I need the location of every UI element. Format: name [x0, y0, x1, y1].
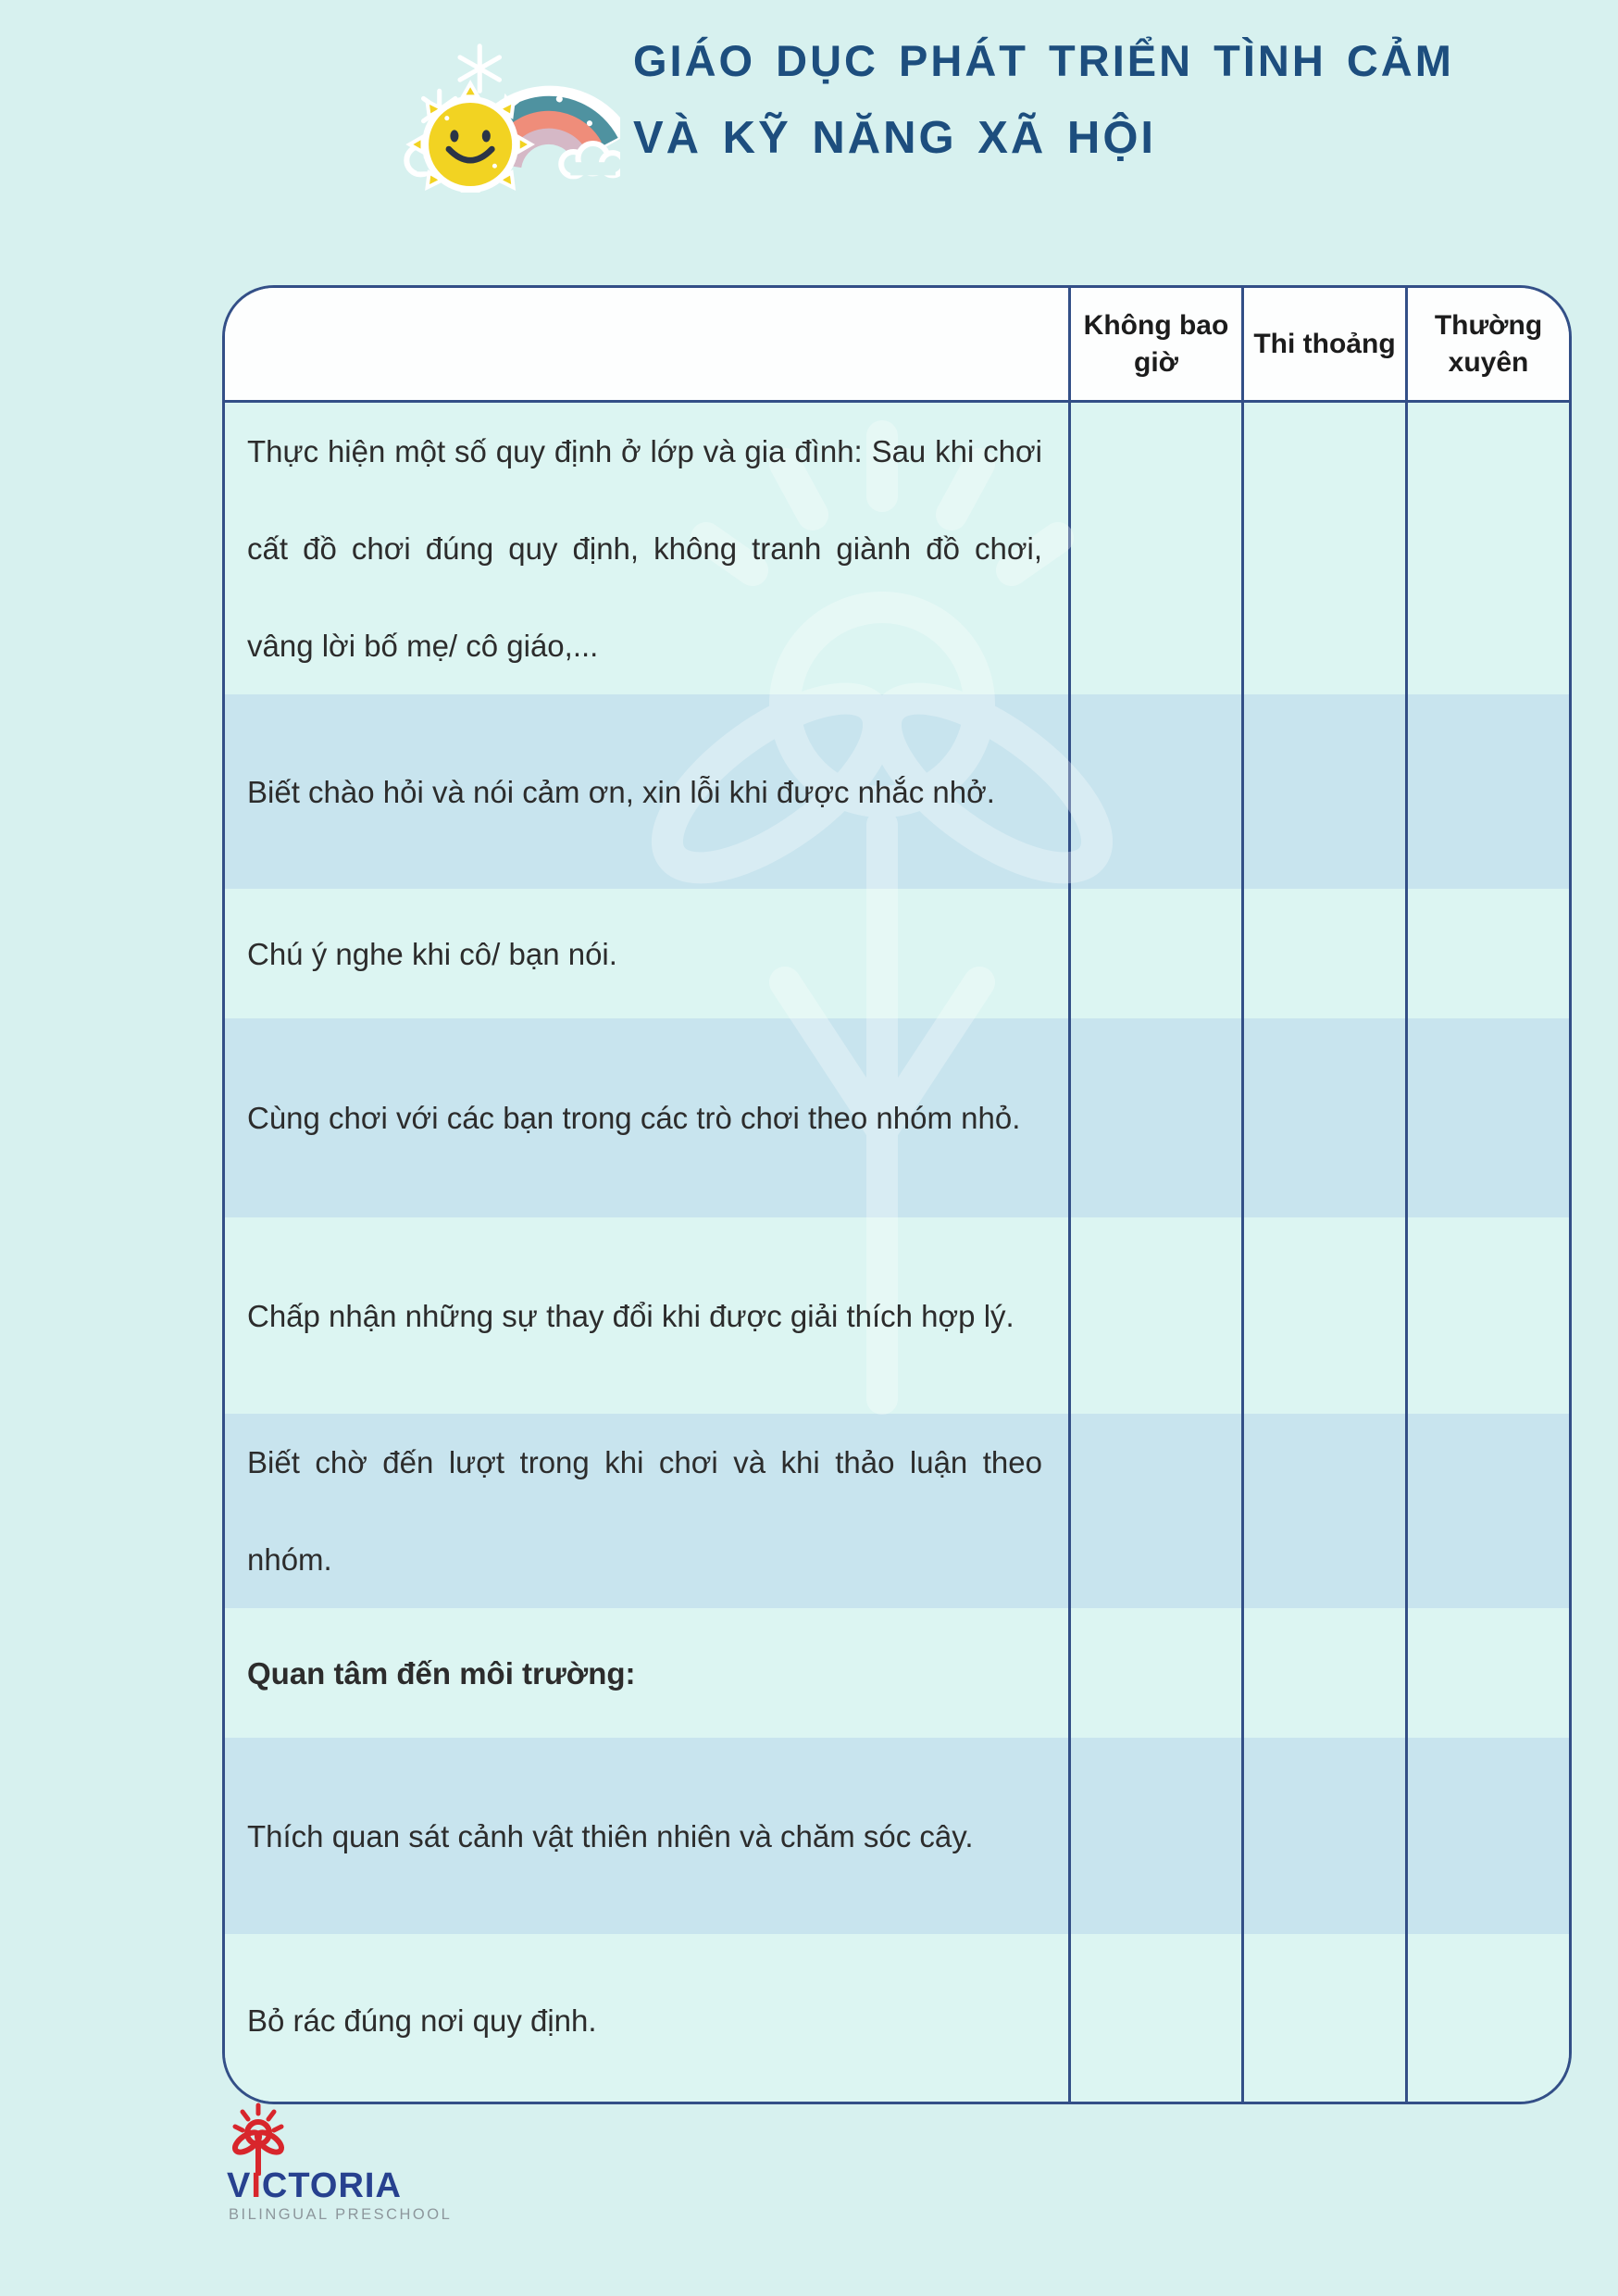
criterion-label: Chấp nhận những sự thay đổi khi được giải thích hợp lý. — [247, 1298, 1014, 1333]
criterion-label: Biết chào hỏi và nói cảm ơn, xin lỗi khi được nhắc nhở. — [247, 774, 995, 809]
page-title-line2: VÀ KỸ NĂNG XÃ HỘI — [633, 113, 1157, 163]
rating-cell[interactable] — [1405, 1018, 1569, 1217]
assessment-table — [222, 285, 1572, 2104]
section-heading: Quan tâm đến môi trường: — [247, 1655, 636, 1691]
rating-cell[interactable] — [1068, 403, 1241, 694]
criterion-label: Thích quan sát cảnh vật thiên nhiên và chăm sóc cây. — [247, 1818, 974, 1853]
brand-tagline: BILINGUAL PRESCHOOL — [229, 2206, 453, 2223]
rating-cell[interactable] — [1405, 1414, 1569, 1608]
rating-cell[interactable] — [1405, 1608, 1569, 1738]
sun-rainbow-icon — [381, 17, 620, 193]
rating-cell[interactable] — [1405, 1217, 1569, 1414]
criterion-label: Bỏ rác đúng nơi quy định. — [247, 2003, 597, 2038]
table-header-row — [225, 288, 1569, 403]
rating-cell[interactable] — [1068, 1608, 1241, 1738]
table-row — [225, 1018, 1569, 1217]
table-row — [225, 1414, 1569, 1608]
rating-cell[interactable] — [1068, 1738, 1241, 1934]
column-header-often: Thường xuyên — [1405, 288, 1569, 400]
column-header-never: Không bao giờ — [1068, 288, 1241, 400]
rating-cell[interactable] — [1241, 694, 1405, 889]
rating-cell[interactable] — [1405, 403, 1569, 694]
rating-cell[interactable] — [1241, 889, 1405, 1018]
criteria-header-cell — [225, 288, 1068, 400]
rating-cell[interactable] — [1241, 1738, 1405, 1934]
table-row — [225, 403, 1569, 694]
table-row — [225, 1217, 1569, 1414]
rating-cell[interactable] — [1241, 403, 1405, 694]
table-row — [225, 1934, 1569, 2104]
victoria-logo — [227, 2103, 467, 2233]
rating-cell[interactable] — [1241, 1414, 1405, 1608]
rating-cell[interactable] — [1068, 889, 1241, 1018]
criterion-label: Chú ý nghe khi cô/ bạn nói. — [247, 936, 617, 971]
rating-cell[interactable] — [1068, 1217, 1241, 1414]
table-row — [225, 694, 1569, 889]
rating-cell[interactable] — [1241, 1608, 1405, 1738]
table-row — [225, 889, 1569, 1018]
table-section-row — [225, 1608, 1569, 1738]
rating-cell[interactable] — [1241, 1934, 1405, 2104]
page-title — [633, 36, 1454, 163]
criterion-label: Thực hiện một số quy định ở lớp và gia đình: Sau khi chơi cất đồ chơi đúng quy định, không tranh giành đồ chơi, vâng lời bố mẹ/ cô giáo,... — [247, 434, 1042, 663]
brand-letter-i: I — [251, 2166, 262, 2205]
rating-cell[interactable] — [1068, 1018, 1241, 1217]
brand-name: VICTORIA — [227, 2166, 402, 2205]
rating-cell[interactable] — [1405, 1738, 1569, 1934]
rating-cell[interactable] — [1241, 1217, 1405, 1414]
criterion-label: Biết chờ đến lượt trong khi chơi và khi thảo luận theo nhóm. — [247, 1445, 1042, 1577]
tulip-icon — [229, 2102, 288, 2176]
rating-cell[interactable] — [1405, 889, 1569, 1018]
column-header-sometimes: Thi thoảng — [1241, 288, 1405, 400]
rating-cell[interactable] — [1405, 694, 1569, 889]
rating-cell[interactable] — [1068, 1934, 1241, 2104]
page-header — [381, 17, 1454, 193]
table-row — [225, 1738, 1569, 1934]
rating-cell[interactable] — [1405, 1934, 1569, 2104]
criterion-label: Cùng chơi với các bạn trong các trò chơi theo nhóm nhỏ. — [247, 1101, 1021, 1135]
rating-cell[interactable] — [1241, 1018, 1405, 1217]
rating-cell[interactable] — [1068, 1414, 1241, 1608]
page-title-line1: GIÁO DỤC PHÁT TRIỂN TÌNH CẢM — [633, 36, 1454, 85]
rating-cell[interactable] — [1068, 694, 1241, 889]
